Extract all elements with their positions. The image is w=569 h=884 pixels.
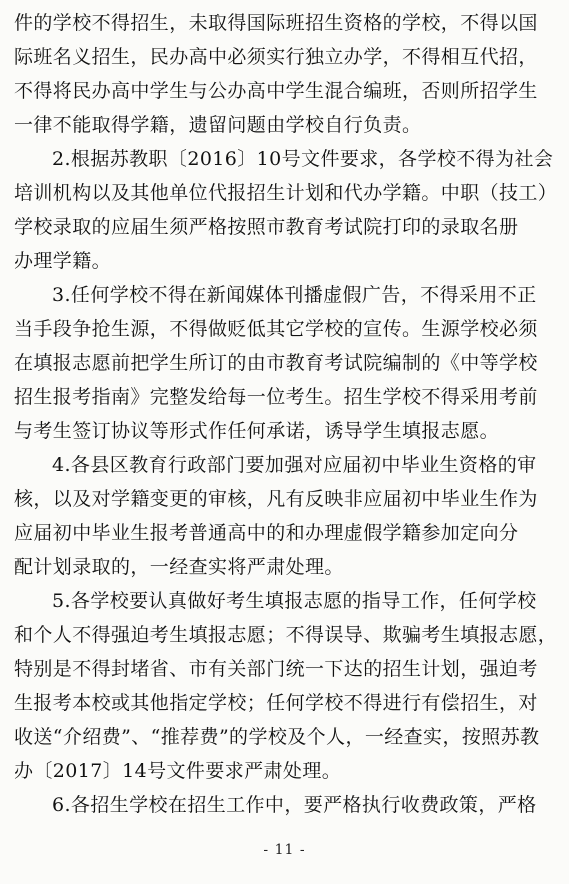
text-line: 培训机构以及其他单位代报招生计划和代办学籍。中职（技工） [14, 182, 558, 204]
text-line: 不得将民办高中学生与公办高中学生混合编班，否则所招学生 [14, 80, 538, 102]
text-line: 生报考本校或其他指定学校；任何学校不得进行有偿招生，对 [14, 692, 538, 714]
text-line: 特别是不得封堵省、市有关部门统一下达的招生计划，强迫考 [14, 658, 538, 680]
text-line: 学校录取的应届生须严格按照市教育考试院打印的录取名册 [14, 216, 519, 238]
text-line: 2.根据苏教职〔2016〕10号文件要求，各学校不得为社会 [52, 148, 554, 170]
text-line: 配计划录取的，一经查实将严肃处理。 [14, 556, 344, 578]
text-line: 5.各学校要认真做好考生填报志愿的指导工作，任何学校 [52, 590, 537, 612]
text-line: 办理学籍。 [14, 250, 112, 272]
paragraph-item-5 [14, 584, 558, 788]
text-line: 6.各招生学校在招生工作中，要严格执行收费政策，严格 [52, 794, 537, 816]
text-line: 办〔2017〕14号文件要求严肃处理。 [14, 760, 342, 782]
paragraph-1-continuation [14, 6, 558, 142]
text-line: 应届初中毕业生报考普通高中的和办理虚假学籍参加定向分 [14, 522, 519, 544]
text-line: 3.任何学校不得在新闻媒体刊播虚假广告，不得采用不正 [52, 284, 537, 306]
text-line: 际班名义招生，民办高中必须实行独立办学，不得相互代招， [14, 46, 538, 68]
text-line: 与考生签订协议等形式作任何承诺，诱导学生填报志愿。 [14, 420, 500, 442]
text-line: 一律不能取得学籍，遗留问题由学校自行负责。 [14, 114, 422, 136]
text-line: 4.各县区教育行政部门要加强对应届初中毕业生资格的审 [52, 454, 537, 476]
text-line: 当手段争抢生源，不得做贬低其它学校的宣传。生源学校必须 [14, 318, 538, 340]
paragraph-item-2 [14, 142, 558, 278]
text-line: 核，以及对学籍变更的审核，凡有反映非应届初中毕业生作为 [14, 488, 538, 510]
paragraph-item-6 [14, 788, 558, 822]
text-line: 和个人不得强迫考生填报志愿；不得误导、欺骗考生填报志愿， [14, 624, 558, 646]
document-body [14, 6, 558, 822]
text-line: 件的学校不得招生，未取得国际班招生资格的学校，不得以国 [14, 12, 538, 34]
text-line: 收送“介绍费”、“推荐费”的学校及个人，一经查实，按照苏教 [14, 726, 540, 748]
text-line: 在填报志愿前把学生所订的由市教育考试院编制的《中等学校 [14, 352, 538, 374]
text-line: 招生报考指南》完整发给每一位考生。招生学校不得采用考前 [14, 386, 538, 408]
paragraph-item-4 [14, 448, 558, 584]
page-number: - 11 - [263, 842, 306, 858]
paragraph-item-3 [14, 278, 558, 448]
